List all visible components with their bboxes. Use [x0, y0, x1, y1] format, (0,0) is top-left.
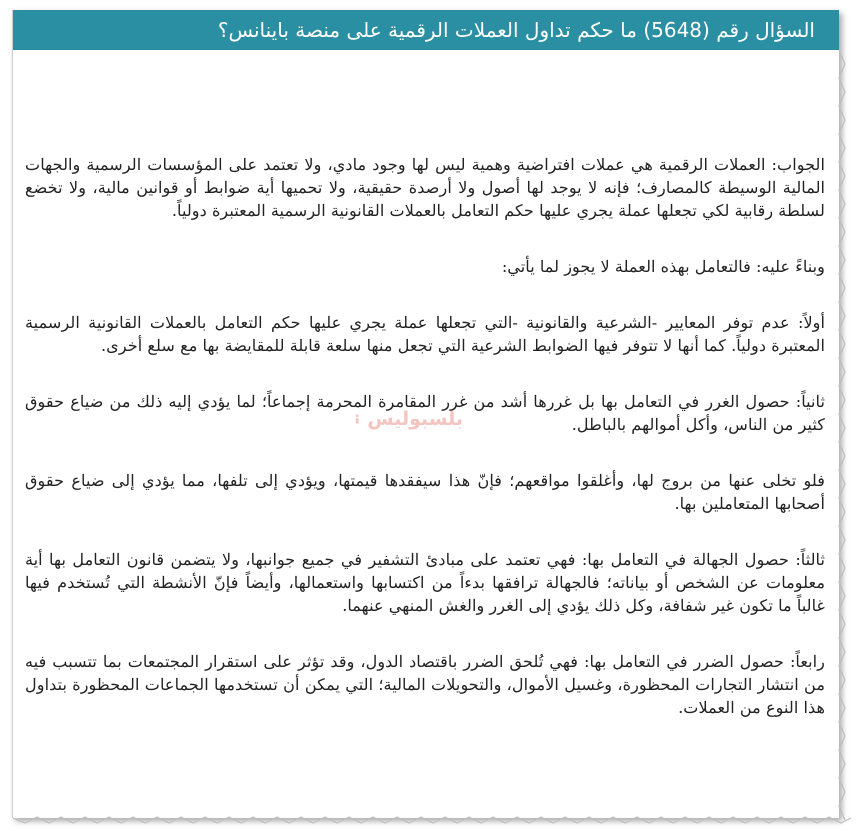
torn-edge-right: [836, 50, 848, 820]
answer-paragraph: أولاً: عدم توفر المعايير -الشرعية والقانونية -التي تجعلها عملة يجري عليها حكم التعامل بالعملات القانونية الرسمية المعتبرة دولياً. كما أنها لا تتوفر فيها الضوابط الشرعية التي تجعل منها سلعة قابلة للمقايضة بها مع سلع أخرى.: [25, 313, 826, 355]
torn-edge-bottom: [13, 814, 851, 826]
question-header: [13, 10, 839, 50]
answer-paragraph: وبناءً عليه: فالتعامل بهذه العملة لا يجوز لما يأتي:: [501, 257, 825, 276]
answer-body: [25, 153, 825, 752]
answer-paragraph: الجواب: العملات الرقمية هي عملات افتراضية وهمية ليس لها وجود مادي، ولا تعتمد على المؤسسات الرسمية والجهات المالية الوسيطة كالمصارف؛ فإنه لا يوجد لها أصول ولا أرصدة حقيقية، ولا تحميها أية ضوابط أو قوانين مالية، ولا تخضع لسلطة رقابية لكي تجعلها عملة يجري عليها حكم التعامل بالعملات القانونية الرسمية المعتبرة دولياً.: [25, 155, 825, 220]
watermark-text: بلسبوليس: [367, 408, 463, 430]
answer-paragraph: رابعاً: حصول الضرر في التعامل بها: فهي تُلحق الضرر باقتصاد الدول، وقد تؤثر على استقرار المجتمعات بما تتسبب فيه من انتشار التجارات المحظورة، وغسيل الأموال، والتحويلات المالية؛ التي يمكن أن تستخدمها الجماعات المحظورة بتداول هذا النوع من العملات.: [25, 652, 825, 717]
answer-paragraph: ثالثاً: حصول الجهالة في التعامل بها: فهي تعتمد على مبادئ التشفير في جميع جوانبها، ولا يتضمن قانون التعامل بها أية معلومات عن الشخص أو بياناته؛ فالجهالة ترافقها بدءاً من اكتسابها واستعمالها، وأيضاً فإنّ الأنشطة التي تُستخدم فيها غالباً ما تكون غير شفافة، وكل ذلك يؤدي إلى الغرر والغش المنهي عنهما.: [25, 550, 825, 615]
site-watermark: [353, 402, 463, 436]
question-title: السؤال رقم (5648) ما حكم تداول العملات الرقمية على منصة باينانس؟: [217, 18, 815, 42]
answer-paragraph: ثانياً: حصول الغرر في التعامل بها بل غررها أشد من غرر المقامرة المحرمة إجماعاً؛ لما يؤدي إليه ذلك من ضياع حقوق كثير من الناس، وأكل أموالهم بالباطل.: [25, 392, 825, 434]
answer-paragraph: فلو تخلى عنها من بروج لها، وأغلقوا مواقعهم؛ فإنّ هذا سيفقدها قيمتها، ويؤدي إلى تلفها، مما يؤدي إلى ضياع حقوق أصحابها المتعاملين بها.: [25, 471, 825, 513]
watermark-logo-icon: [353, 407, 361, 431]
answer-card: [12, 10, 839, 818]
